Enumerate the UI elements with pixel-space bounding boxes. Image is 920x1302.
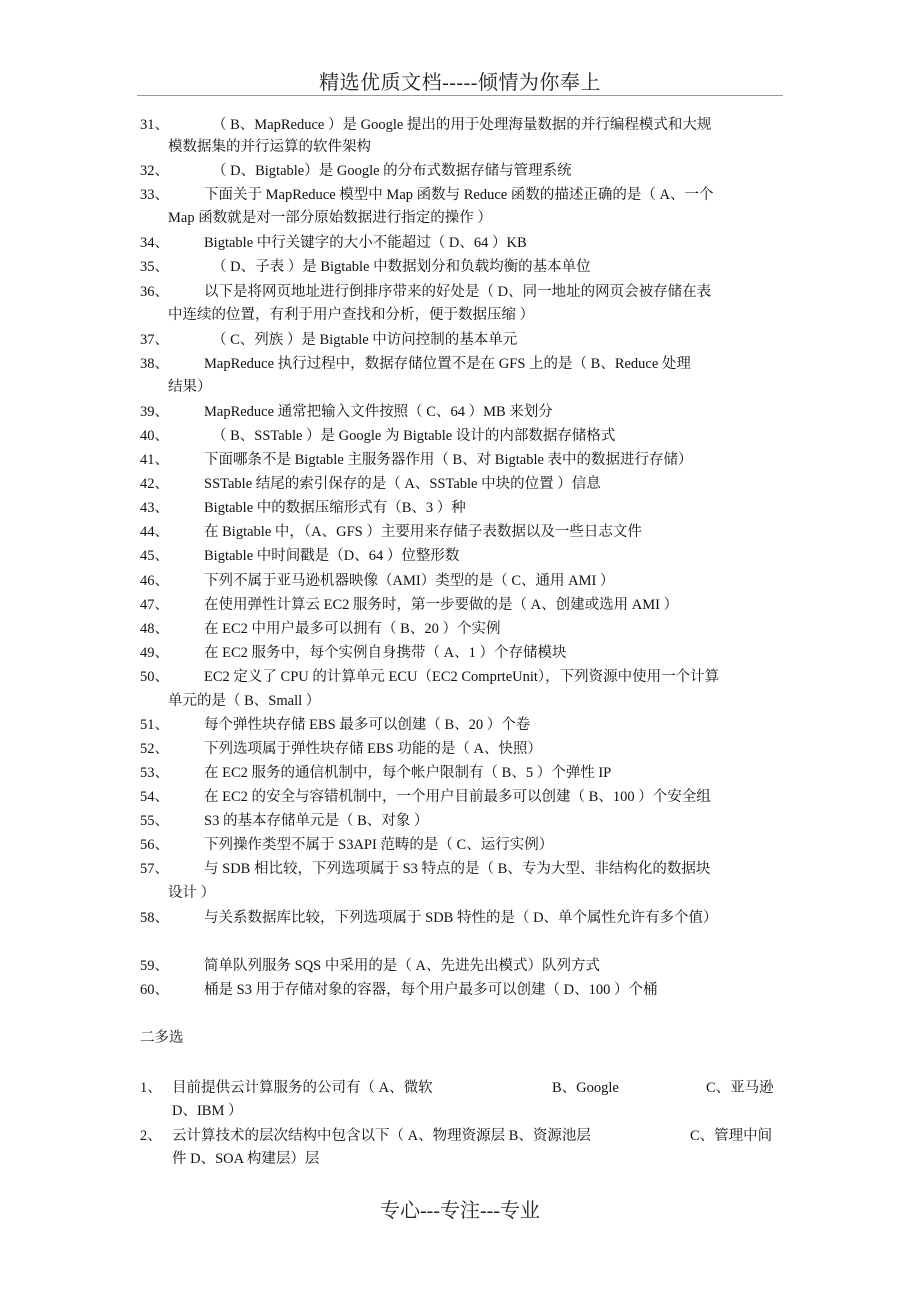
question-number: 55、 [140,813,169,829]
question-text: （ D、子表 ）是 Bigtable 中数据划分和负载均衡的基本单位 [212,259,591,275]
question-text: 下面哪条不是 Bigtable 主服务器作用（ B、对 Bigtable 表中的数据进行存储） [204,452,693,468]
question-number: 38、 [140,356,169,372]
question-number: 44、 [140,524,169,540]
question-text: 下面关于 MapReduce 模型中 Map 函数与 Reduce 函数的描述正确的是（ A、一个 [204,187,714,203]
question-number: 34、 [140,235,169,251]
question-number: 50、 [140,669,169,685]
question-number: 33、 [140,187,169,203]
question-text: MapReduce 通常把输入文件按照（ C、64 ）MB 来划分 [204,404,553,420]
question-text: 在 EC2 的安全与容错机制中，一个用户目前最多可以创建（ B、100 ）个安全组 [204,789,711,805]
question-number: 37、 [140,332,169,348]
question-text-cont: 设计 ） [168,885,216,901]
question-text: 桶是 S3 用于存储对象的容器，每个用户最多可以创建（ D、100 ）个桶 [204,982,658,998]
question-text: 下列操作类型不属于 S3API 范畴的是（ C、运行实例） [204,837,554,853]
question-text: 以下是将网页地址进行倒排序带来的好处是（ D、同一地址的网页会被存储在表 [204,284,712,300]
question-text: （ D、Bigtable）是 Google 的分布式数据存储与管理系统 [212,163,572,179]
option-b: B、Google [552,1080,619,1096]
question-text: Bigtable 中时间戳是（D、64 ）位整形数 [204,548,460,564]
question-text: MapReduce 执行过程中，数据存储位置不是在 GFS 上的是（ B、Reduce 处理 [204,356,691,372]
section-title: 二多选 [140,1030,184,1046]
question-text: 云计算技术的层次结构中包含以下（ A、物理资源层 B、资源池层 [172,1128,591,1144]
question-text: S3 的基本存储单元是（ B、对象 ） [204,813,429,829]
question-text-cont: 中连续的位置，有利于用户查找和分析，便于数据压缩 ） [168,307,535,323]
question-number: 57、 [140,861,169,877]
question-text-cont: D、IBM ） [172,1103,243,1119]
question-number: 47、 [140,597,169,613]
question-text-cont: 结果） [168,379,212,395]
page-footer: 专心---专注---专业 [380,1200,540,1222]
question-text: （ B、MapReduce ）是 Google 提出的用于处理海量数据的并行编程模式和大规 [212,117,712,133]
question-text: Bigtable 中的数据压缩形式有（B、3 ）种 [204,500,466,516]
question-number: 51、 [140,717,169,733]
question-number: 40、 [140,428,169,444]
question-text: 在 EC2 中用户最多可以拥有（ B、20 ）个实例 [204,621,501,637]
question-number: 32、 [140,163,169,179]
question-number: 35、 [140,259,169,275]
question-number: 31、 [140,117,169,133]
question-text: （ C、列族 ）是 Bigtable 中访问控制的基本单元 [212,332,518,348]
question-text: 每个弹性块存储 EBS 最多可以创建（ B、20 ）个卷 [204,717,531,733]
question-text: （ B、SSTable ）是 Google 为 Bigtable 设计的内部数据存储格式 [212,428,616,444]
question-text-cont: Map 函数就是对一部分原始数据进行指定的操作 ） [168,210,492,226]
question-text-cont: 单元的是（ B、Small ） [168,693,321,709]
question-number: 49、 [140,645,169,661]
option-c: C、管理中间 [690,1128,773,1144]
question-text: Bigtable 中行关键字的大小不能超过（ D、64 ）KB [204,235,527,251]
question-text: 下列不属于亚马逊机器映像（AMI）类型的是（ C、通用 AMI ） [204,573,615,589]
page-header: 精选优质文档-----倾情为你奉上 [319,72,601,94]
question-number: 54、 [140,789,169,805]
question-text: EC2 定义了 CPU 的计算单元 ECU（EC2 ComprteUnit），下列资源中使用一个计算 [204,669,720,685]
question-text: 与 SDB 相比较，下列选项属于 S3 特点的是（ B、专为大型、非结构化的数据块 [204,861,711,877]
question-text: 目前提供云计算服务的公司有（ A、微软 [172,1080,433,1096]
question-text: 在 Bigtable 中，（A、GFS ）主要用来存储子表数据以及一些日志文件 [204,524,642,540]
question-text: 与关系数据库比较，下列选项属于 SDB 特性的是（ D、单个属性允许有多个值） [204,910,718,926]
question-number: 43、 [140,500,169,516]
question-number: 56、 [140,837,169,853]
question-text: 在使用弹性计算云 EC2 服务时，第一步要做的是（ A、创建或选用 AMI ） [204,597,679,613]
question-text: 下列选项属于弹性块存储 EBS 功能的是（ A、快照） [204,741,542,757]
question-number: 46、 [140,573,169,589]
question-text: 在 EC2 服务中，每个实例自身携带（ A、1 ）个存储模块 [204,645,567,661]
question-number: 45、 [140,548,169,564]
question-number: 53、 [140,765,169,781]
question-number: 42、 [140,476,169,492]
question-number: 59、 [140,958,169,974]
question-number: 36、 [140,284,169,300]
question-number: 48、 [140,621,169,637]
question-text: SSTable 结尾的索引保存的是（ A、SSTable 中块的位置 ）信息 [204,476,601,492]
question-number: 60、 [140,982,169,998]
question-text-cont: 件 D、SOA 构建层）层 [172,1151,320,1167]
option-c: C、亚马逊 [706,1080,774,1096]
question-number: 39、 [140,404,169,420]
question-text: 在 EC2 服务的通信机制中，每个帐户限制有（ B、5 ）个弹性 IP [204,765,612,781]
question-text-cont: 模数据集的并行运算的软件架构 [168,139,371,155]
question-number: 1、 [140,1080,162,1096]
question-text: 简单队列服务 SQS 中采用的是（ A、先进先出模式）队列方式 [204,958,600,974]
question-number: 41、 [140,452,169,468]
question-number: 2、 [140,1128,162,1144]
question-number: 52、 [140,741,169,757]
question-number: 58、 [140,910,169,926]
